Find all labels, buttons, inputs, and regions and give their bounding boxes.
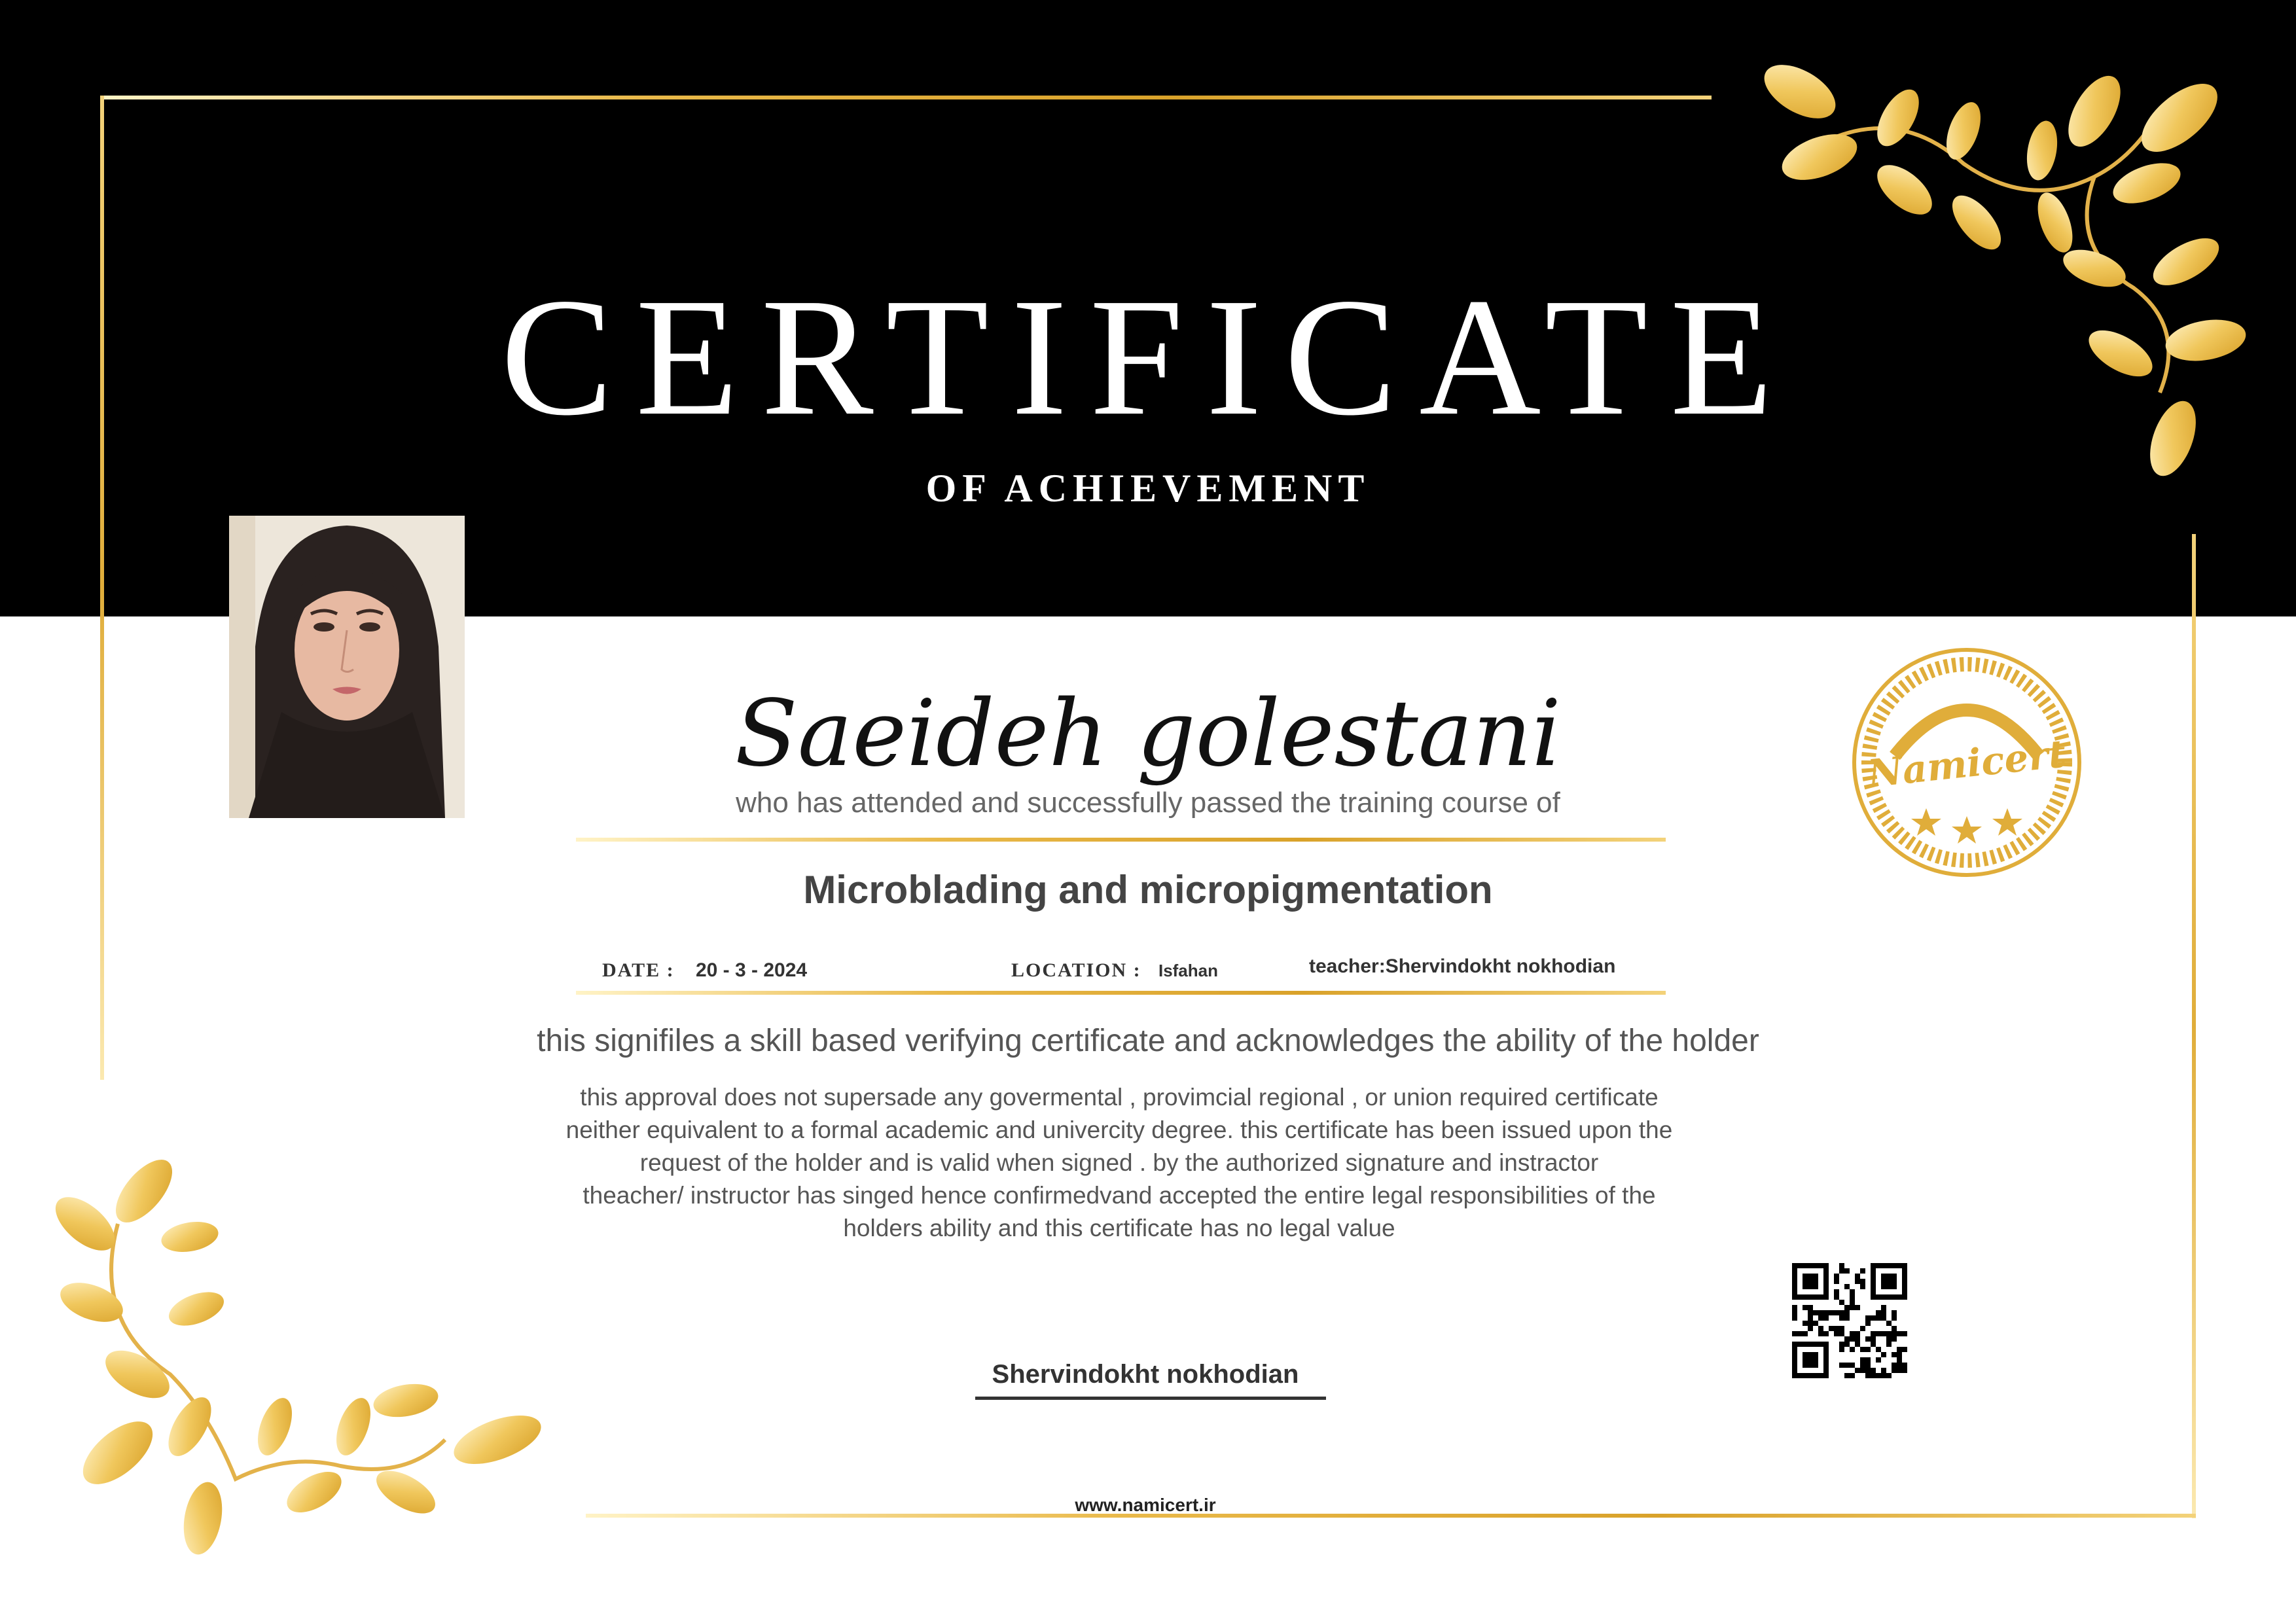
- leaf-ornament-bottom-left: [39, 1152, 563, 1584]
- frame-top-line: [101, 96, 1712, 99]
- legal-line: theacher/ instructor has singed hence confirmedvand accepted the entire legal responsibilities of the: [583, 1182, 1656, 1209]
- attended-text: who has attended and successfully passed the training course of: [736, 787, 1560, 819]
- frame-bottom-line: [586, 1514, 2196, 1518]
- signature-name: Shervindokht nokhodian: [992, 1360, 1299, 1389]
- legal-line: request of the holder and is valid when signed . by the authorized signature and instractor: [639, 1149, 1599, 1176]
- location-field: [1011, 959, 1218, 982]
- signature-line: [975, 1397, 1326, 1400]
- qr-code[interactable]: [1792, 1263, 1907, 1378]
- divider-line-2: [576, 991, 1666, 995]
- divider-line-1: [576, 838, 1666, 842]
- certificate-subtitle: OF ACHIEVEMENT: [925, 467, 1371, 510]
- location-label: LOCATION :: [1011, 959, 1141, 981]
- legal-line: this approval does not supersade any govermental , provimcial regional , or union required certificate: [580, 1084, 1659, 1111]
- certificate-title: CERTIFICATE: [500, 263, 1796, 450]
- gold-leaves-icon: [39, 1152, 563, 1584]
- recipient-name: Saeideh golestani: [734, 681, 1562, 787]
- namicert-seal: [1849, 645, 2085, 880]
- teacher-field: teacher:Shervindokht nokhodian: [1309, 955, 1616, 977]
- frame-left-line: [100, 96, 104, 1080]
- date-value: 20 - 3 - 2024: [695, 959, 808, 981]
- date-label: DATE :: [602, 959, 675, 981]
- leaf-ornament-top-right: [1728, 52, 2251, 497]
- qr-code-icon: [1792, 1263, 1907, 1378]
- signifies-text: this signifiles a skill based verifying certificate and acknowledges the ability of the holder: [537, 1024, 1759, 1058]
- legal-disclaimer: [511, 1081, 1728, 1245]
- course-name: Microblading and micropigmentation: [803, 868, 1493, 912]
- seal-brand-text: Namicert: [1865, 731, 2068, 796]
- location-value: Isfahan: [1158, 961, 1218, 980]
- legal-line: neither equivalent to a formal academic and univercity degree. this certificate has been issued upon the: [565, 1116, 1673, 1143]
- website-link[interactable]: www.namicert.ir: [1075, 1495, 1216, 1515]
- gold-leaves-icon: [1728, 52, 2251, 497]
- legal-line: holders ability and this certificate has no legal value: [843, 1215, 1395, 1241]
- date-field: [602, 959, 807, 982]
